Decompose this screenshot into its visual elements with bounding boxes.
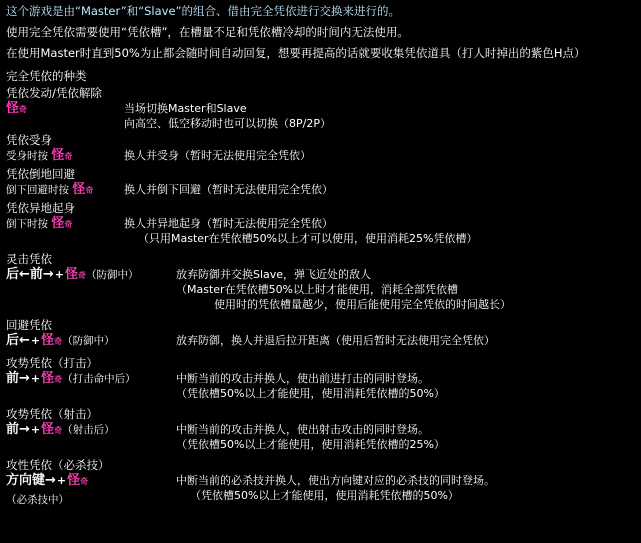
command-condition: （必杀技中） bbox=[6, 494, 69, 506]
command-prefix: 受身时按 bbox=[6, 150, 52, 162]
command-key-kai: 怪 bbox=[72, 182, 86, 197]
intro-line-2: 使用完全凭依需要使用“凭依槽”，在槽量不足和凭依槽冷却的时间内无法使用。 bbox=[6, 25, 409, 39]
entry-title: 攻势凭依（打击） bbox=[6, 356, 98, 370]
entry-title: 凭依倒地回避 bbox=[6, 167, 75, 181]
command-prefix: 后← bbox=[6, 333, 30, 348]
entry-description bbox=[176, 371, 445, 401]
command-prefix: 方向键→ bbox=[6, 473, 56, 488]
entry-hyoui-ukemi bbox=[0, 133, 641, 165]
command-key-kai: 怪 bbox=[65, 267, 79, 282]
entry-command: 后←+怪奇（防御中） bbox=[6, 333, 115, 348]
desc-line: 换人并异地起身（暂时无法使用完全凭依） bbox=[124, 217, 333, 230]
command-key-sub: 奇 bbox=[80, 477, 89, 486]
desc-line: （凭依槽50%以上才能使用，使用消耗凭依槽的25%） bbox=[176, 438, 445, 451]
command-key-sub: 奇 bbox=[54, 375, 63, 384]
entry-command: 方向键→+怪奇 （必杀技中） bbox=[6, 473, 89, 506]
intro-line-1: 这个游戏是由“Master”和“Slave”的组合、借由完全凭依进行交换来进行的。 bbox=[6, 4, 401, 18]
entry-title: 凭依发动/凭依解除 bbox=[6, 86, 102, 100]
desc-line: 中断当前的必杀技并换人，使出方向键对应的必杀技的同时登场。 bbox=[176, 474, 495, 487]
command-prefix: 倒下回避时按 bbox=[6, 184, 73, 196]
entry-command: 后←前→+怪奇（防御中） bbox=[6, 267, 139, 282]
command-key-kai: 怪 bbox=[41, 371, 55, 386]
command-prefix: 前→ bbox=[6, 371, 30, 386]
desc-line: 换人并受身（暂时无法使用完全凭依） bbox=[124, 149, 311, 162]
entry-description bbox=[124, 216, 477, 246]
desc-line: （Master在凭依槽50%以上时才能使用，消耗全部凭依槽 bbox=[176, 283, 459, 296]
entry-command bbox=[6, 216, 124, 233]
command-key-kai: 怪 bbox=[41, 333, 55, 348]
command-key-kai: 怪 bbox=[6, 101, 20, 116]
desc-line: （凭依槽50%以上才能使用，使用消耗凭依槽的50%） bbox=[190, 489, 459, 502]
command-prefix: 前→ bbox=[6, 422, 30, 437]
desc-line: （只用Master在凭依槽50%以上才可以使用，使用消耗25%凭依槽） bbox=[138, 232, 478, 245]
entry-title: 回避凭依 bbox=[6, 318, 52, 332]
command-key-sub: 奇 bbox=[85, 186, 94, 195]
desc-line: （凭依槽50%以上才能使用，使用消耗凭依槽的50%） bbox=[176, 387, 445, 400]
command-condition: （防御中） bbox=[62, 335, 115, 347]
command-key-sub: 奇 bbox=[54, 426, 63, 435]
command-key-kai: 怪 bbox=[67, 473, 81, 488]
command-prefix: 后←前→ bbox=[6, 267, 54, 282]
command-key-sub: 奇 bbox=[78, 271, 87, 280]
command-key-kai: 怪 bbox=[51, 148, 65, 163]
entry-reigeki-hyoui bbox=[0, 252, 641, 312]
command-prefix: 倒下时按 bbox=[6, 218, 52, 230]
command-key-kai: 怪 bbox=[41, 422, 55, 437]
entry-description bbox=[176, 333, 495, 348]
entry-hyoui-activate bbox=[0, 86, 641, 131]
command-condition: （防御中） bbox=[86, 269, 139, 281]
desc-line: 向高空、低空移动时也可以切换（8P/2P） bbox=[124, 117, 331, 130]
desc-line: 中断当前的攻击并换人，使出前进打击的同时登场。 bbox=[176, 372, 429, 385]
entry-title: 凭依异地起身 bbox=[6, 201, 75, 215]
entry-hyoui-wakeup bbox=[0, 201, 641, 246]
entry-description bbox=[124, 148, 311, 163]
entry-title: 攻性凭依（必杀技） bbox=[6, 458, 110, 472]
intro-block bbox=[0, 0, 641, 61]
entry-command bbox=[6, 182, 124, 199]
command-key-sub: 奇 bbox=[19, 105, 28, 114]
command-key-sub: 奇 bbox=[54, 337, 63, 346]
desc-line: 中断当前的攻击并换人，使出射击攻击的同时登场。 bbox=[176, 423, 429, 436]
desc-line: 使用时的凭依槽量越少，使用后能使用完全凭依的时间越长） bbox=[214, 298, 511, 311]
entry-command bbox=[6, 148, 124, 165]
section-title: 完全凭依的种类 bbox=[6, 69, 87, 83]
desc-line: 换人并倒下回避（暂时无法使用完全凭依） bbox=[124, 183, 333, 196]
entry-description bbox=[124, 101, 331, 131]
command-key-kai: 怪 bbox=[51, 216, 65, 231]
desc-line: 放弃防御并交换Slave，弹飞近处的敌人 bbox=[176, 268, 372, 281]
entry-kousei-hyoui-special bbox=[0, 458, 641, 508]
entry-description bbox=[176, 267, 511, 312]
command-key-sub: 奇 bbox=[64, 220, 73, 229]
intro-line-3: 在使用Master时直到50%为止都会随时间自动回复，想要再提高的话就要收集凭依道具（打人时掉出的紫色H点） bbox=[6, 46, 586, 60]
entry-kaihi-hyoui bbox=[0, 318, 641, 350]
entry-title: 攻势凭依（射击） bbox=[6, 407, 98, 421]
command-key-sub: 奇 bbox=[64, 152, 73, 161]
entry-kousei-hyoui-strike bbox=[0, 356, 641, 401]
command-condition: （射击后） bbox=[62, 424, 115, 436]
bottom-fade bbox=[0, 517, 641, 543]
entry-title: 凭依受身 bbox=[6, 133, 52, 147]
entry-hyoui-downavoid bbox=[0, 167, 641, 199]
entry-description bbox=[176, 473, 495, 503]
entry-description bbox=[176, 422, 445, 452]
entry-command: 前→+怪奇（射击后） bbox=[6, 422, 115, 437]
desc-line: 当场切换Master和Slave bbox=[124, 102, 247, 115]
desc-line: 放弃防御，换人并退后拉开距离（使用后暂时无法使用完全凭依） bbox=[176, 334, 495, 347]
entry-command bbox=[6, 101, 124, 118]
entry-title: 灵击凭依 bbox=[6, 252, 52, 266]
entry-kousei-hyoui-shot bbox=[0, 407, 641, 452]
command-condition: （打击命中后） bbox=[62, 373, 136, 385]
entry-description bbox=[124, 182, 333, 197]
entry-command: 前→+怪奇（打击命中后） bbox=[6, 371, 136, 386]
